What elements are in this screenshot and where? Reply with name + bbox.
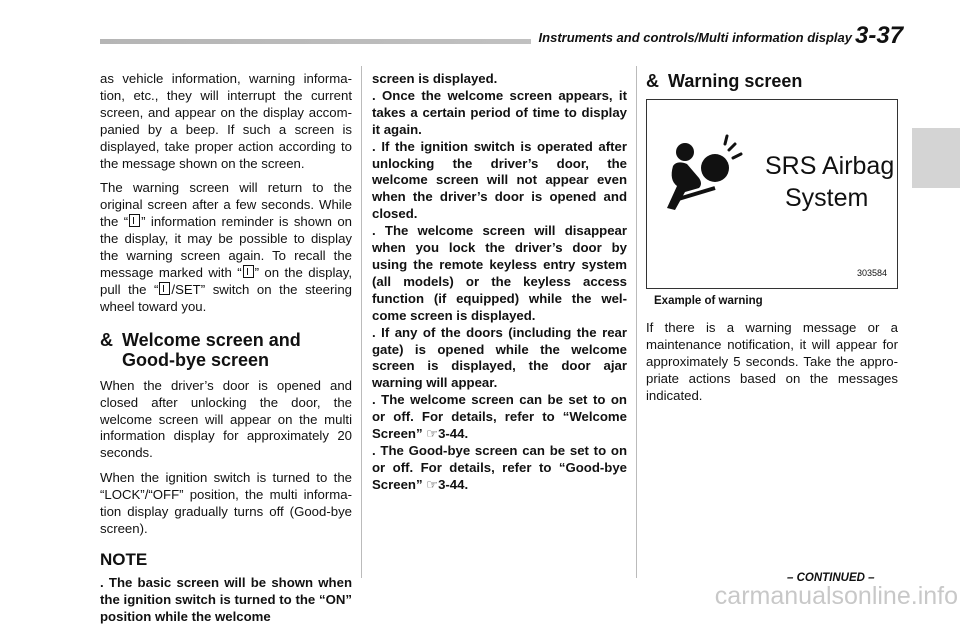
note-bullet: . The welcome screen can be set to on or off. For details, refer to “Welcome Screen” ☞3-44.	[372, 392, 627, 442]
note-bullet: . Once the welcome screen appears, it takes a certain period of time to display it again.	[372, 87, 627, 137]
paragraph: When the ignition switch is turned to the “LOCK”/“OFF” position, the multi informa-tion display gradually turns off (Good-bye screen).	[100, 470, 352, 536]
column-right	[646, 71, 898, 412]
warning-screen-illustration	[646, 99, 898, 289]
figure-caption: Example of warning	[654, 295, 763, 307]
note-bullet-cont: screen is displayed.	[372, 71, 498, 86]
paragraph: The warning screen will return to the original screen after a few seconds. While the “ ” information reminder is shown on the display, it may be possible to display the warning screen again. To recall the message marked with “ ” on the display, pull the “ /SET” switch on the steering wheel toward you.	[100, 180, 352, 314]
paragraph: If there is a warning message or a maintenance notification, it will appear for approximately 5 seconds. Take the appro-priate actions based on the messages indicated.	[646, 319, 898, 403]
paragraph: When the driver’s door is opened and closed after unlocking the door, the welcome screen will appear on the multi information display for approximately 20 seconds.	[100, 377, 352, 461]
column-middle	[372, 71, 627, 494]
image-code: 303584	[856, 268, 887, 279]
page-number: 3-37	[855, 22, 904, 49]
note-bullet: . If any of the doors (including the rear gate) is opened while the welcome screen is displayed, the door ajar warning will appear.	[372, 324, 627, 391]
note-bullet: . The basic screen will be shown when the ignition switch is turned to the “ON” position while the welcome	[100, 574, 352, 624]
section-heading	[646, 71, 898, 91]
info-reminder-icon	[243, 265, 254, 278]
info-switch-icon	[159, 282, 170, 295]
column-divider	[361, 66, 362, 578]
chapter-tab	[912, 128, 960, 188]
reference-icon: ☞	[426, 426, 439, 442]
note-bullet: . The Good-bye screen can be set to on or off. For details, refer to “Good-bye Screen” ☞3-44.	[372, 442, 627, 492]
page-reference[interactable]: 3-44.	[438, 426, 469, 442]
warning-text-line2: System	[785, 184, 869, 212]
warning-text-line1: SRS Airbag	[765, 152, 895, 180]
heading-text: Welcome screen and Good-bye screen	[122, 329, 301, 370]
info-reminder-icon	[129, 214, 140, 227]
paragraph: as vehicle information, warning informa-tion, etc., they will interrupt the current screen, and appear on the display accom-panied by a beep. If such a screen is displayed, take proper action according to the message shown on the screen.	[100, 71, 352, 171]
heading-text: Warning screen	[668, 71, 803, 91]
column-left	[100, 71, 352, 625]
airbag-warning-icon	[655, 130, 745, 220]
page-reference[interactable]: 3-44.	[438, 476, 469, 492]
continued-label: – CONTINUED –	[787, 572, 875, 584]
note-title: NOTE	[100, 549, 148, 569]
watermark: carmanualsonline.info	[714, 582, 958, 610]
section-title: Instruments and controls/Multi information display	[531, 30, 852, 45]
note-bullet: . The welcome screen will disappear when you lock the driver’s door by using the remote keyless entry system (all models) or the keyless access function (if equipped) while the wel-come screen is displayed.	[372, 223, 627, 323]
column-divider	[636, 66, 637, 578]
heading-marker: &	[100, 329, 113, 350]
note-bullet: . If the ignition switch is operated after unlocking the driver’s door, the welcome screen will not appear even when the driver’s door is opened and closed.	[372, 138, 627, 222]
reference-icon: ☞	[426, 476, 439, 492]
heading-marker: &	[646, 71, 659, 91]
section-heading	[100, 330, 352, 370]
